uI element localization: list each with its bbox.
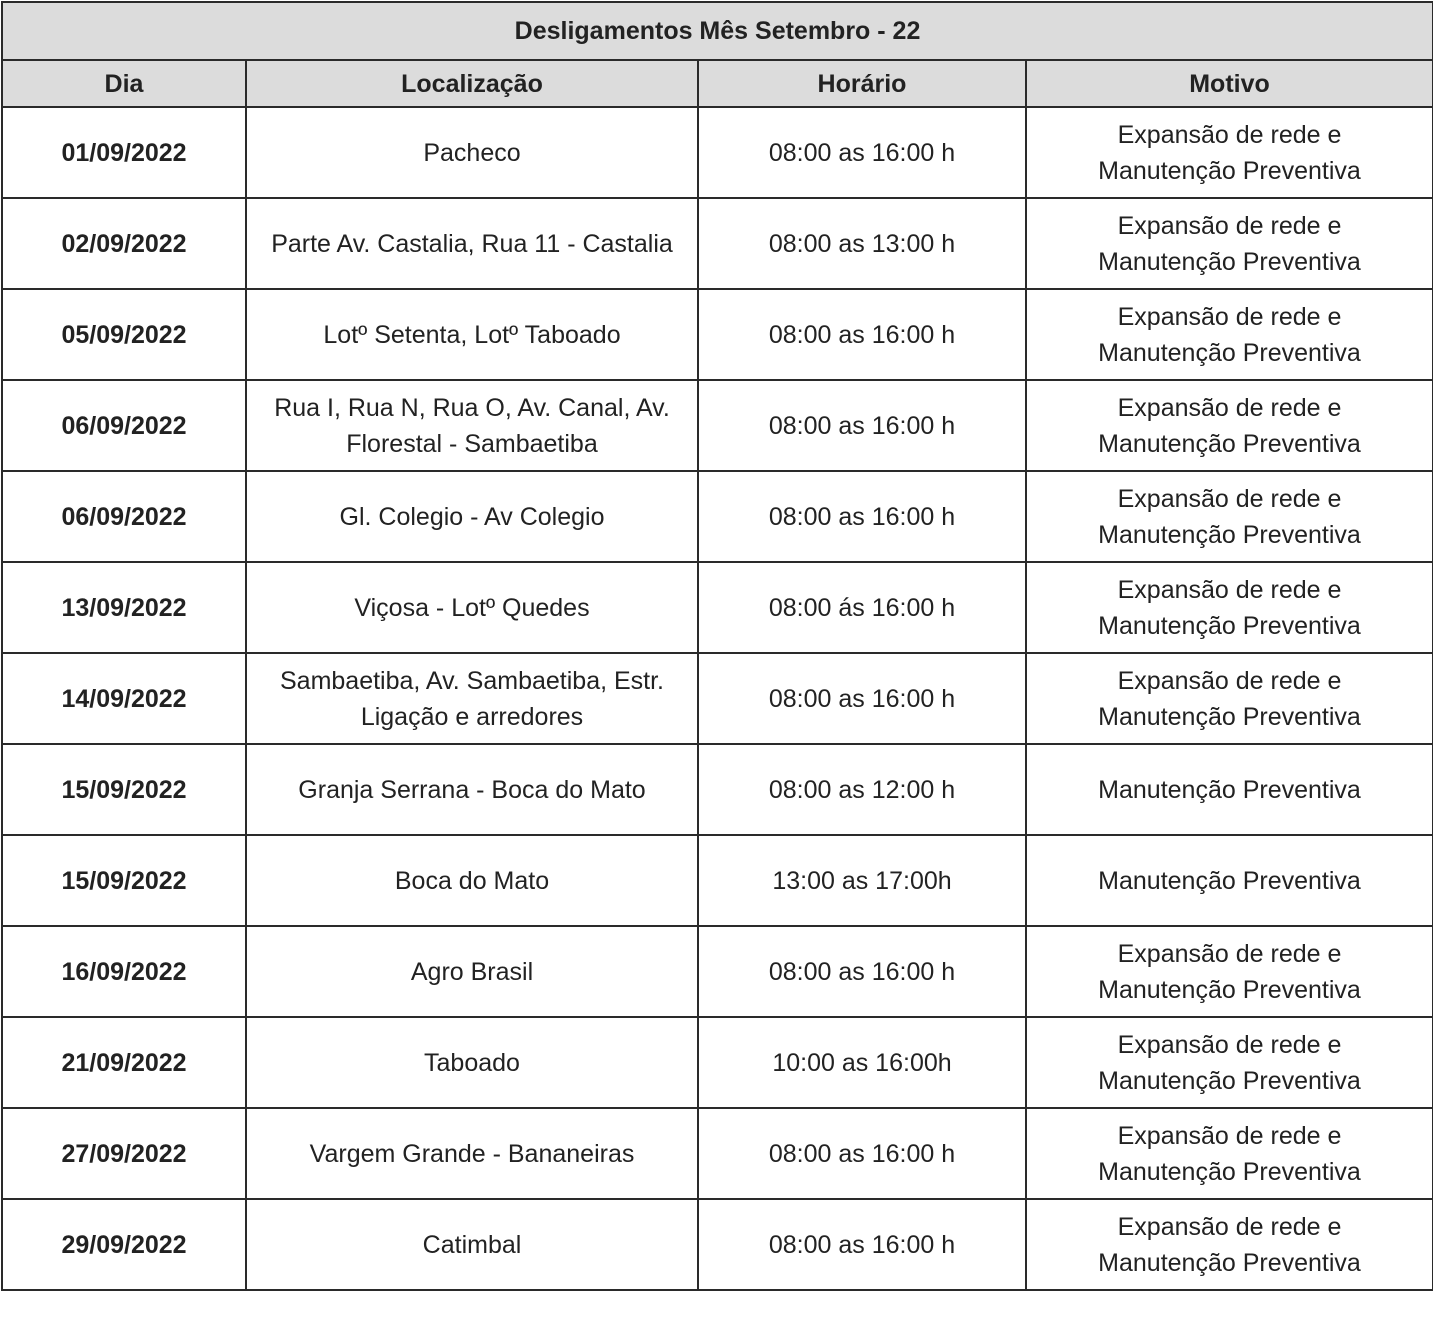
motivo-line: Expansão de rede e: [1117, 120, 1342, 149]
cell-dia: 06/09/2022: [2, 380, 246, 471]
motivo-line: Manutenção Preventiva: [1098, 338, 1361, 367]
table-body: [2, 107, 1433, 1290]
cell-motivo: [1026, 1108, 1433, 1199]
cell-localizacao: Lotº Setenta, Lotº Taboado: [246, 289, 698, 380]
motivo-line: Manutenção Preventiva: [1098, 247, 1361, 276]
motivo-line: Expansão de rede e: [1117, 1121, 1342, 1150]
column-header-dia: Dia: [2, 60, 246, 107]
motivo-line: Manutenção Preventiva: [1098, 520, 1361, 549]
cell-horario: 08:00 as 16:00 h: [698, 380, 1026, 471]
motivo-line: Manutenção Preventiva: [1098, 1248, 1361, 1277]
cell-localizacao: Granja Serrana - Boca do Mato: [246, 744, 698, 835]
cell-dia: 15/09/2022: [2, 835, 246, 926]
cell-motivo: [1026, 471, 1433, 562]
cell-horario: 08:00 as 12:00 h: [698, 744, 1026, 835]
table-row: [2, 1199, 1433, 1290]
cell-localizacao: Vargem Grande - Bananeiras: [246, 1108, 698, 1199]
motivo-line: Expansão de rede e: [1117, 575, 1342, 604]
motivo-line: Expansão de rede e: [1117, 211, 1342, 240]
column-header-motivo: Motivo: [1026, 60, 1433, 107]
table-row: [2, 107, 1433, 198]
table-row: [2, 562, 1433, 653]
table-row: [2, 471, 1433, 562]
header-row: [2, 60, 1433, 107]
cell-motivo: [1026, 198, 1433, 289]
cell-horario: 10:00 as 16:00h: [698, 1017, 1026, 1108]
cell-dia: 01/09/2022: [2, 107, 246, 198]
cell-horario: 08:00 as 16:00 h: [698, 107, 1026, 198]
motivo-line: Manutenção Preventiva: [1098, 156, 1361, 185]
cell-localizacao: Parte Av. Castalia, Rua 11 - Castalia: [246, 198, 698, 289]
motivo-line: Manutenção Preventiva: [1098, 611, 1361, 640]
cell-motivo: [1026, 380, 1433, 471]
table-row: [2, 289, 1433, 380]
cell-motivo: [1026, 926, 1433, 1017]
cell-localizacao: Taboado: [246, 1017, 698, 1108]
cell-localizacao: Sambaetiba, Av. Sambaetiba, Estr. Ligação e arredores: [246, 653, 698, 744]
table-row: [2, 198, 1433, 289]
cell-dia: 15/09/2022: [2, 744, 246, 835]
cell-motivo: [1026, 653, 1433, 744]
table-row: [2, 744, 1433, 835]
title-row: [2, 2, 1433, 60]
cell-horario: 08:00 ás 16:00 h: [698, 562, 1026, 653]
cell-dia: 14/09/2022: [2, 653, 246, 744]
cell-motivo: [1026, 562, 1433, 653]
column-header-localizacao: Localização: [246, 60, 698, 107]
cell-dia: 13/09/2022: [2, 562, 246, 653]
motivo-line: Expansão de rede e: [1117, 666, 1342, 695]
motivo-line: Manutenção Preventiva: [1098, 775, 1361, 804]
cell-horario: 08:00 as 16:00 h: [698, 926, 1026, 1017]
cell-horario: 08:00 as 16:00 h: [698, 1108, 1026, 1199]
cell-localizacao: Gl. Colegio - Av Colegio: [246, 471, 698, 562]
cell-motivo: [1026, 1199, 1433, 1290]
motivo-line: Expansão de rede e: [1117, 302, 1342, 331]
cell-horario: 08:00 as 13:00 h: [698, 198, 1026, 289]
table-row: [2, 1108, 1433, 1199]
cell-dia: 05/09/2022: [2, 289, 246, 380]
column-header-horario: Horário: [698, 60, 1026, 107]
motivo-line: Expansão de rede e: [1117, 484, 1342, 513]
table-row: [2, 926, 1433, 1017]
motivo-line: Manutenção Preventiva: [1098, 975, 1361, 1004]
cell-localizacao: Viçosa - Lotº Quedes: [246, 562, 698, 653]
cell-motivo: [1026, 835, 1433, 926]
table-row: [2, 653, 1433, 744]
outage-schedule-table: [1, 1, 1433, 1291]
cell-motivo: [1026, 107, 1433, 198]
cell-localizacao: Rua I, Rua N, Rua O, Av. Canal, Av. Florestal - Sambaetiba: [246, 380, 698, 471]
cell-localizacao: Boca do Mato: [246, 835, 698, 926]
cell-horario: 08:00 as 16:00 h: [698, 471, 1026, 562]
motivo-line: Manutenção Preventiva: [1098, 866, 1361, 895]
cell-horario: 08:00 as 16:00 h: [698, 1199, 1026, 1290]
table-row: [2, 380, 1433, 471]
motivo-line: Manutenção Preventiva: [1098, 1066, 1361, 1095]
motivo-line: Manutenção Preventiva: [1098, 429, 1361, 458]
motivo-line: Expansão de rede e: [1117, 1212, 1342, 1241]
cell-localizacao: Pacheco: [246, 107, 698, 198]
table-row: [2, 835, 1433, 926]
motivo-line: Manutenção Preventiva: [1098, 1157, 1361, 1186]
cell-dia: 06/09/2022: [2, 471, 246, 562]
table-title: Desligamentos Mês Setembro - 22: [2, 2, 1433, 60]
cell-motivo: [1026, 1017, 1433, 1108]
cell-dia: 02/09/2022: [2, 198, 246, 289]
cell-motivo: [1026, 289, 1433, 380]
table-row: [2, 1017, 1433, 1108]
motivo-line: Expansão de rede e: [1117, 1030, 1342, 1059]
cell-horario: 08:00 as 16:00 h: [698, 653, 1026, 744]
cell-localizacao: Agro Brasil: [246, 926, 698, 1017]
motivo-line: Manutenção Preventiva: [1098, 702, 1361, 731]
cell-motivo: [1026, 744, 1433, 835]
cell-dia: 16/09/2022: [2, 926, 246, 1017]
motivo-line: Expansão de rede e: [1117, 393, 1342, 422]
cell-horario: 08:00 as 16:00 h: [698, 289, 1026, 380]
cell-dia: 27/09/2022: [2, 1108, 246, 1199]
cell-dia: 21/09/2022: [2, 1017, 246, 1108]
motivo-line: Expansão de rede e: [1117, 939, 1342, 968]
cell-localizacao: Catimbal: [246, 1199, 698, 1290]
cell-dia: 29/09/2022: [2, 1199, 246, 1290]
cell-horario: 13:00 as 17:00h: [698, 835, 1026, 926]
